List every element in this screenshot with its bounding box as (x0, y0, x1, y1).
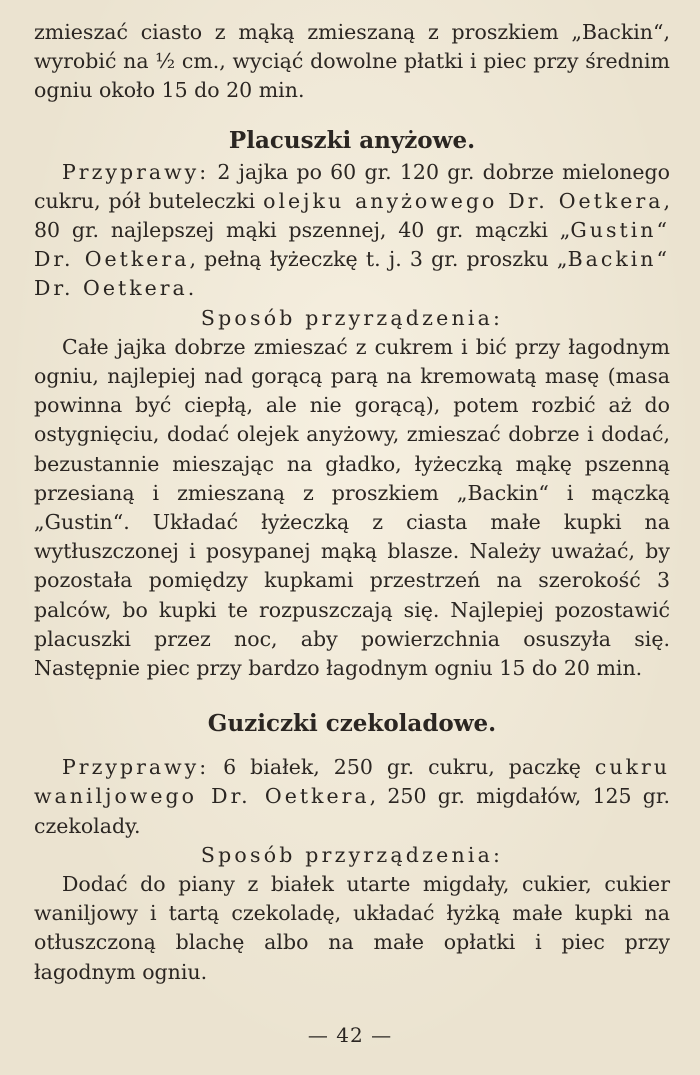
recipe-title-placuszki: Placuszki anyżowe. (228, 126, 476, 154)
page-number: — 42 — (307, 1023, 393, 1047)
ingredients-text-2: , 250 gr. migdałów, 125 gr. czekolady. (34, 784, 670, 838)
product-backin: Backin (567, 247, 657, 272)
recipe2-method: Dodać do piany z białek utarte migdały, cukier, cukier waniljowy i tartą czekoladę, układać łyżką małe kupki na otłuszczoną blachę albo na małe opłatki i piec przy łagodnym ogniu. (34, 872, 670, 984)
intro-paragraph: zmieszać ciasto z mąką zmieszaną z proszkiem „Backin“, wyrobić na ½ cm., wyciąć dowolne płatki i piec przy średnim ogniu około 15 do 20 min. (34, 20, 670, 103)
recipe2-ingredients (34, 753, 670, 841)
recipe1-method: Całe jajka dobrze zmieszać z cukrem i bić przy łagodnym ogniu, najlepiej nad gorącą parą na kremowatą masę (masa powinna być ciepłą, ale nie gorącą), potem rozbić aż do ostygnięciu, dodać olejek anyżowy, zmieszać dobrze i dodać, bezustannie mieszając na gładko, łyżeczką mąkę pszenną przesianą i zmieszaną z proszkiem „Backin“ i mączką „Gustin“. Układać łyżeczką z ciasta małe kupki na wytłuszczonej i posypanej mąką blasze. Należy uważać, by pozostała pomiędzy kupkami przestrzeń na szerokość 3 palców, bo kupki te rozpuszczają się. Najlepiej pozostawić placuszki przez noc, aby powierzchnia osuszyła się. Następnie piec przy bardzo łagodnym ogniu 15 do 20 min. (34, 334, 670, 681)
sugar-name: cukru waniljowego (34, 755, 670, 809)
brand-name: “ Dr. Oetkera (34, 218, 670, 272)
ingredients-text: 2 jajka po 60 gr. 120 gr. dobrze mielonego cukru, pół buteleczki (34, 159, 670, 213)
ingredients-text-3: , pełną łyżeczkę t. j. 3 gr. proszku „ (189, 247, 568, 272)
brand-name: “ Dr. Oetkera. (34, 247, 670, 301)
ingredients-label: Przyprawy: (62, 159, 210, 184)
method-label: Sposób przyrządzenia: (200, 305, 504, 330)
brand-name: Dr. Oetkera (497, 188, 664, 213)
recipe-title-guziczki: Guziczki czekoladowe. (207, 710, 497, 738)
brand-name: Dr. Oetkera (196, 784, 370, 809)
recipe1-ingredients (34, 158, 670, 304)
ingredients-text-2: , 80 gr. najlepszej mąki pszennej, 40 gr. mączki „ (34, 188, 670, 243)
ingredients-label: Przyprawy: (62, 755, 210, 780)
product-gustin: Gustin (570, 218, 657, 243)
oil-name: olejku anyżowego (263, 188, 498, 213)
method-label: Sposób przyrządzenia: (200, 842, 504, 867)
ingredients-text: 6 białek, 250 gr. cukru, paczkę (209, 755, 595, 780)
